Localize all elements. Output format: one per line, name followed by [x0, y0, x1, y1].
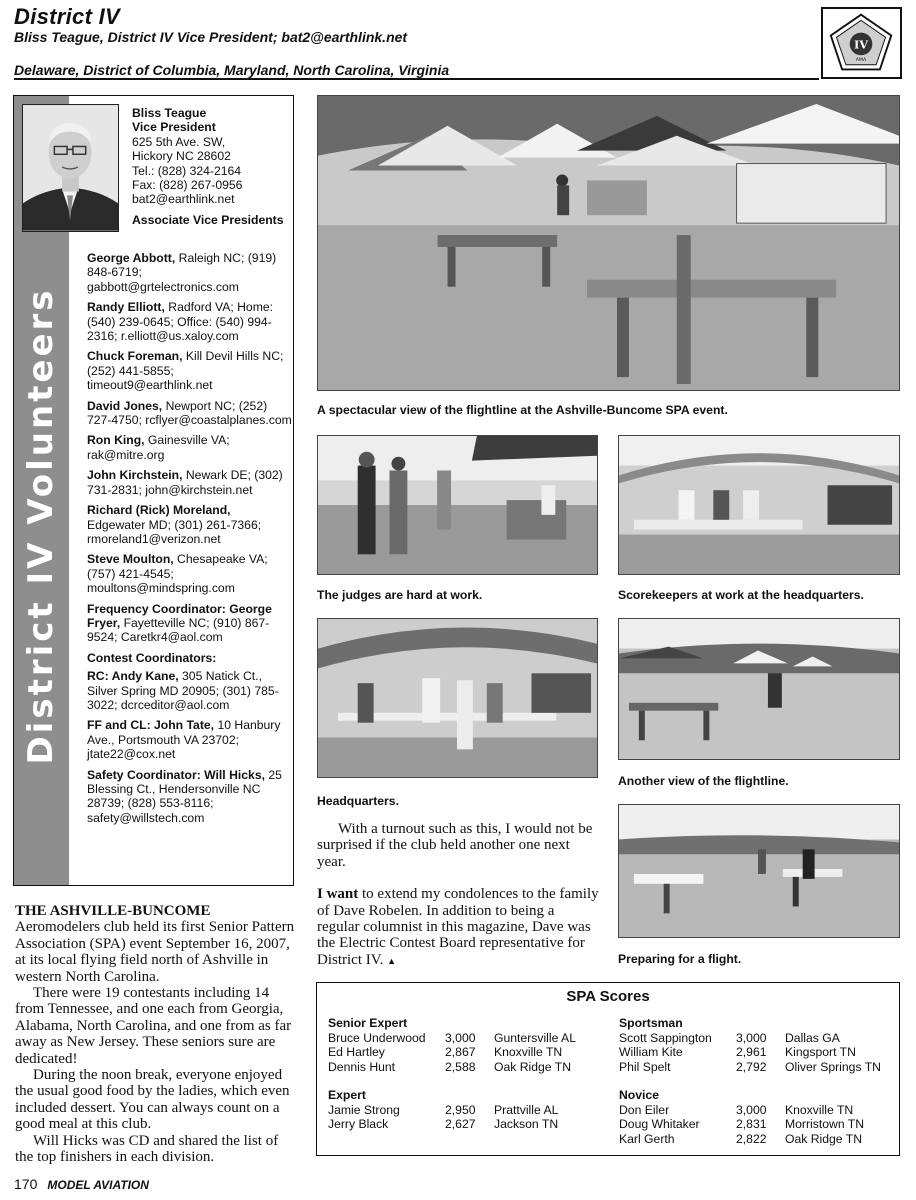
list-item: Richard (Rick) Moreland, Edgewater MD; (301) 261-7366; rmoreland1@verizon.net — [87, 503, 262, 546]
table-row: Scott Sappington 3,000 Dallas GA — [619, 1030, 840, 1045]
volunteer-list — [87, 251, 292, 831]
page-footer — [14, 1176, 149, 1192]
scores-title: SPA Scores — [566, 988, 650, 1005]
division-expert: Expert Jamie Strong 2,950 Prattville AL Jerry Black 2,627 Jackson TN — [328, 1088, 618, 1132]
division-novice: Novice Don Eiler 3,000 Knoxville TN Doug Whitaker 2,831 Morristown TN Karl Gerth 2,822 Oak Ridge TN — [619, 1088, 909, 1146]
photo-flightline-2 — [618, 618, 900, 760]
table-row: Dennis Hunt 2,588 Oak Ridge TN — [328, 1059, 571, 1074]
table-row: Phil Spelt 2,792 Oliver Springs TN — [619, 1059, 881, 1074]
district-pentagon-icon — [823, 9, 900, 77]
photo-headquarters — [317, 618, 598, 778]
table-row: Jamie Strong 2,950 Prattville AL — [328, 1102, 559, 1117]
list-item: Randy Elliott, Radford VA; Home: (540) 239-0645; Office: (540) 994-2316; r.elliott@us.xaloy.com — [87, 300, 274, 344]
scorekeepers-photo-icon — [619, 436, 899, 574]
article-column-right — [317, 821, 600, 985]
photo-scorekeepers — [618, 435, 900, 575]
article-paragraph: There were 19 contestants including 14 from Tennessee, and one each from Georgia, Alabama, North Carolina, and one from as far away as New Jersey. These seniors sure are dedicated! — [15, 985, 292, 1067]
page-number: 170 — [14, 1176, 38, 1192]
vp-tel: Tel.: (828) 324-2164 — [132, 163, 242, 178]
vp-email: bat2@earthlink.net — [132, 192, 235, 207]
flightline-photo-icon — [318, 96, 899, 390]
table-row: Bruce Underwood 3,000 Guntersville AL — [328, 1030, 576, 1045]
volunteers-box — [13, 95, 294, 886]
page-title: District IV — [14, 4, 120, 29]
caption-judges: The judges are hard at work. — [317, 588, 483, 602]
avp-heading: Associate Vice Presidents — [132, 212, 284, 227]
caption-preparing: Preparing for a flight. — [618, 952, 742, 966]
flightline-2-photo-icon — [619, 619, 899, 759]
list-item: Chuck Foreman, Kill Devil Hills NC; (252) 441-5855; timeout9@earthlink.net — [87, 349, 284, 393]
table-row: Jerry Black 2,627 Jackson TN — [328, 1117, 559, 1131]
list-item: RC: Andy Kane, 305 Natick Ct., Silver Spring MD 20905; (301) 785-3022; dcrceditor@aol.com — [87, 669, 279, 712]
article-paragraph: Will Hicks was CD and shared the list of the top finishers in each division. — [15, 1132, 279, 1166]
publication-name: MODEL AVIATION — [47, 1178, 149, 1192]
table-row: Karl Gerth 2,822 Oak Ridge TN — [619, 1131, 862, 1146]
vp-fax: Fax: (828) 267-0956 — [132, 178, 243, 193]
article-paragraph: I want to extend my condolences to the family of Dave Robelen. In addition to being a regular columnist in this magazine, Dave was the Electric Contest Board representative for District IV. ▲ — [317, 886, 599, 968]
vp-address-2: Hickory NC 28602 — [132, 149, 231, 164]
judges-photo-icon — [318, 436, 597, 574]
photo-flightline-main — [317, 95, 900, 391]
caption-flightline-2: Another view of the flightline. — [618, 774, 789, 788]
caption-scorekeepers: Scorekeepers at work at the headquarters. — [618, 588, 864, 602]
article-paragraph: THE ASHVILLE-BUNCOME Aeromodelers club held its first Senior Pattern Association (SPA) event September 16, 2007, at its local flying field north of Ashville in western North Carolina. — [15, 903, 295, 985]
photo-judges — [317, 435, 598, 575]
district-vp-line: Bliss Teague, District IV Vice President; bat2@earthlink.net — [14, 29, 408, 45]
list-item: David Jones, Newport NC; (252) 727-4750; rcflyer@coastalplanes.com — [87, 398, 292, 428]
article-paragraph: During the noon break, everyone enjoyed the usual good food by the ladies, which even included dessert. You can always count on a good meal at this club. — [15, 1067, 290, 1133]
caption-flightline-main: A spectacular view of the flightline at the Ashville-Buncome SPA event. — [317, 403, 728, 417]
caption-headquarters: Headquarters. — [317, 794, 399, 808]
district-logo — [821, 7, 902, 79]
list-item: John Kirchstein, Newark DE; (302) 731-2831; john@kirchstein.net — [87, 468, 283, 497]
vp-portrait — [22, 104, 119, 232]
list-item: Steve Moulton, Chesapeake VA; (757) 421-4545; moultons@mindspring.com — [87, 552, 268, 596]
list-item: FF and CL: John Tate, 10 Hanbury Ave., Portsmouth VA 23702; jtate22@cox.net — [87, 718, 281, 762]
svg-text:AMA: AMA — [855, 57, 867, 63]
svg-text:IV: IV — [853, 37, 869, 52]
preparing-photo-icon — [619, 805, 899, 937]
list-item: Ron King, Gainesville VA; rak@mitre.org — [87, 433, 230, 462]
list-item: George Abbott, Raleigh NC; (919) 848-6719; gabbott@grtelectronics.com — [87, 251, 277, 294]
vp-contact — [132, 106, 292, 227]
vp-name: Bliss Teague — [132, 106, 207, 120]
division-senior-expert: Senior Expert Bruce Underwood 3,000 Guntersville AL Ed Hartley 2,867 Knoxville TN Dennis Hunt 2,588 Oak Ridge TN — [328, 1016, 618, 1074]
article-paragraph: With a turnout such as this, I would not be surprised if the club held another one next year. — [317, 821, 593, 870]
vp-title: Vice President — [132, 120, 216, 135]
vp-address-1: 625 5th Ave. SW, — [132, 134, 226, 149]
volunteers-band-title: District IV Volunteers — [21, 287, 61, 765]
spa-scores-table — [316, 982, 900, 1156]
list-item: Frequency Coordinator: George Fryer, Fayetteville NC; (910) 867-9524; Caretkr4@aol.com — [87, 601, 272, 645]
headquarters-photo-icon — [318, 619, 597, 777]
article-column-left — [15, 903, 297, 1166]
district-states: Delaware, District of Columbia, Maryland, North Carolina, Virginia — [14, 62, 450, 78]
division-sportsman: Sportsman Scott Sappington 3,000 Dallas GA William Kite 2,961 Kingsport TN Phil Spelt 2,792 Oliver Springs TN — [619, 1016, 909, 1074]
table-row: Ed Hartley 2,867 Knoxville TN — [328, 1045, 563, 1059]
ama-end-mark-icon: ▲ — [387, 955, 397, 966]
table-row: Don Eiler 3,000 Knoxville TN — [619, 1102, 854, 1117]
list-item: Safety Coordinator: Will Hicks, 25 Blessing Ct., Hendersonville NC 28739; (828) 553-8116; safety@willstech.com — [87, 767, 282, 825]
header-divider — [14, 78, 819, 80]
portrait-photo-icon — [23, 105, 118, 231]
photo-preparing — [618, 804, 900, 938]
list-item: Contest Coordinators: — [87, 650, 217, 665]
table-row: Doug Whitaker 2,831 Morristown TN — [619, 1117, 865, 1131]
table-row: William Kite 2,961 Kingsport TN — [619, 1045, 856, 1059]
